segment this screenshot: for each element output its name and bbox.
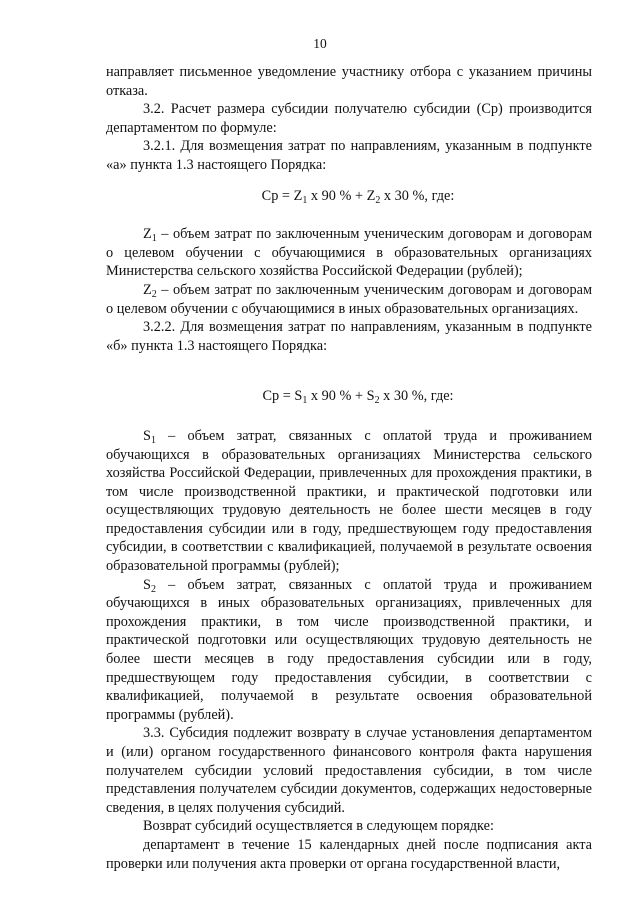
paragraph-refusal-notice: направляет письменное уведомление участнику отбора с указанием причины отказа. [106,64,592,99]
paragraph-department-deadline: департамент в течение 15 календарных дней после подписания акта проверки или получения акта проверки от органа государственной власти, [106,836,592,872]
page-number: 10 [313,36,327,51]
paragraph-3-2-2: 3.2.2. Для возмещения затрат по направлениям, указанным в подпункте «б» пункта 1.3 настоящего Порядка: [106,319,592,354]
paragraph-return-procedure: Возврат субсидий осуществляется в следующем порядке: [143,818,494,835]
formula-z: Ср = $Z_1$ х 90 % + $Z_2$ х 30 %, где: [261,187,455,206]
paragraph-3-2: 3.2. Расчет размера субсидии получателю субсидии (Ср) производится департаментом по формуле: [106,101,592,136]
paragraph-3-3: 3.3. Субсидия подлежит возврату в случае установления департаментом и (или) органом государственного финансового контроля факта нарушения получателем субсидии условий предоставления субсидии, в том числе представления получателем субсидии документов, содержащих недостоверные сведения, в целях получения субсидий. [106,725,592,816]
document-body [106,63,592,873]
paragraph-3-2-1: 3.2.1. Для возмещения затрат по направлениям, указанным в подпункте «а» пункта 1.3 настоящего Порядка: [106,138,592,173]
definition-z2: $Z_2$ – объем затрат по заключенным ученическим договорам и договорам о целевом обучении с обучающимися в иных образовательных организациях. [106,281,592,317]
definition-s1: $S_1$ – объем затрат, связанных с оплатой труда и проживанием обучающихся в образовательных организациях Министерства сельского хозяйства Российской Федерации, привлеченных для прохождения практики, в том числе производственной практики, и практической подготовки или осуществляющих трудовую деятельность не более шести месяцев в году предоставления субсидии или в году, предшествующем году предоставления субсидии, в соответствии с квалификацией, получаемой в результате освоения образовательной программы (рублей); [106,427,592,575]
definition-s2: $S_2$ – объем затрат, связанных с оплатой труда и проживанием обучающихся в иных образовательных организациях, привлеченных для прохождения практики, в том числе производственной практики, и практической подготовки или осуществляющих трудовую деятельность не более шести месяцев в году предоставления субсидии или в году, предшествующем году предоставления субсидии, в соответствии с квалификацией, получаемой в результате освоения образовательной программы (рублей). [106,576,592,723]
definition-z1: $Z_1$ – объем затрат по заключенным ученическим договорам и договорам о целевом обучении с обучающимися в образовательных организациях Министерства сельского хозяйства Российской Федерации (рублей); [106,226,592,280]
formula-s: Ср = $S_1$ х 90 % + $S_2$ х 30 %, где: [262,388,454,407]
